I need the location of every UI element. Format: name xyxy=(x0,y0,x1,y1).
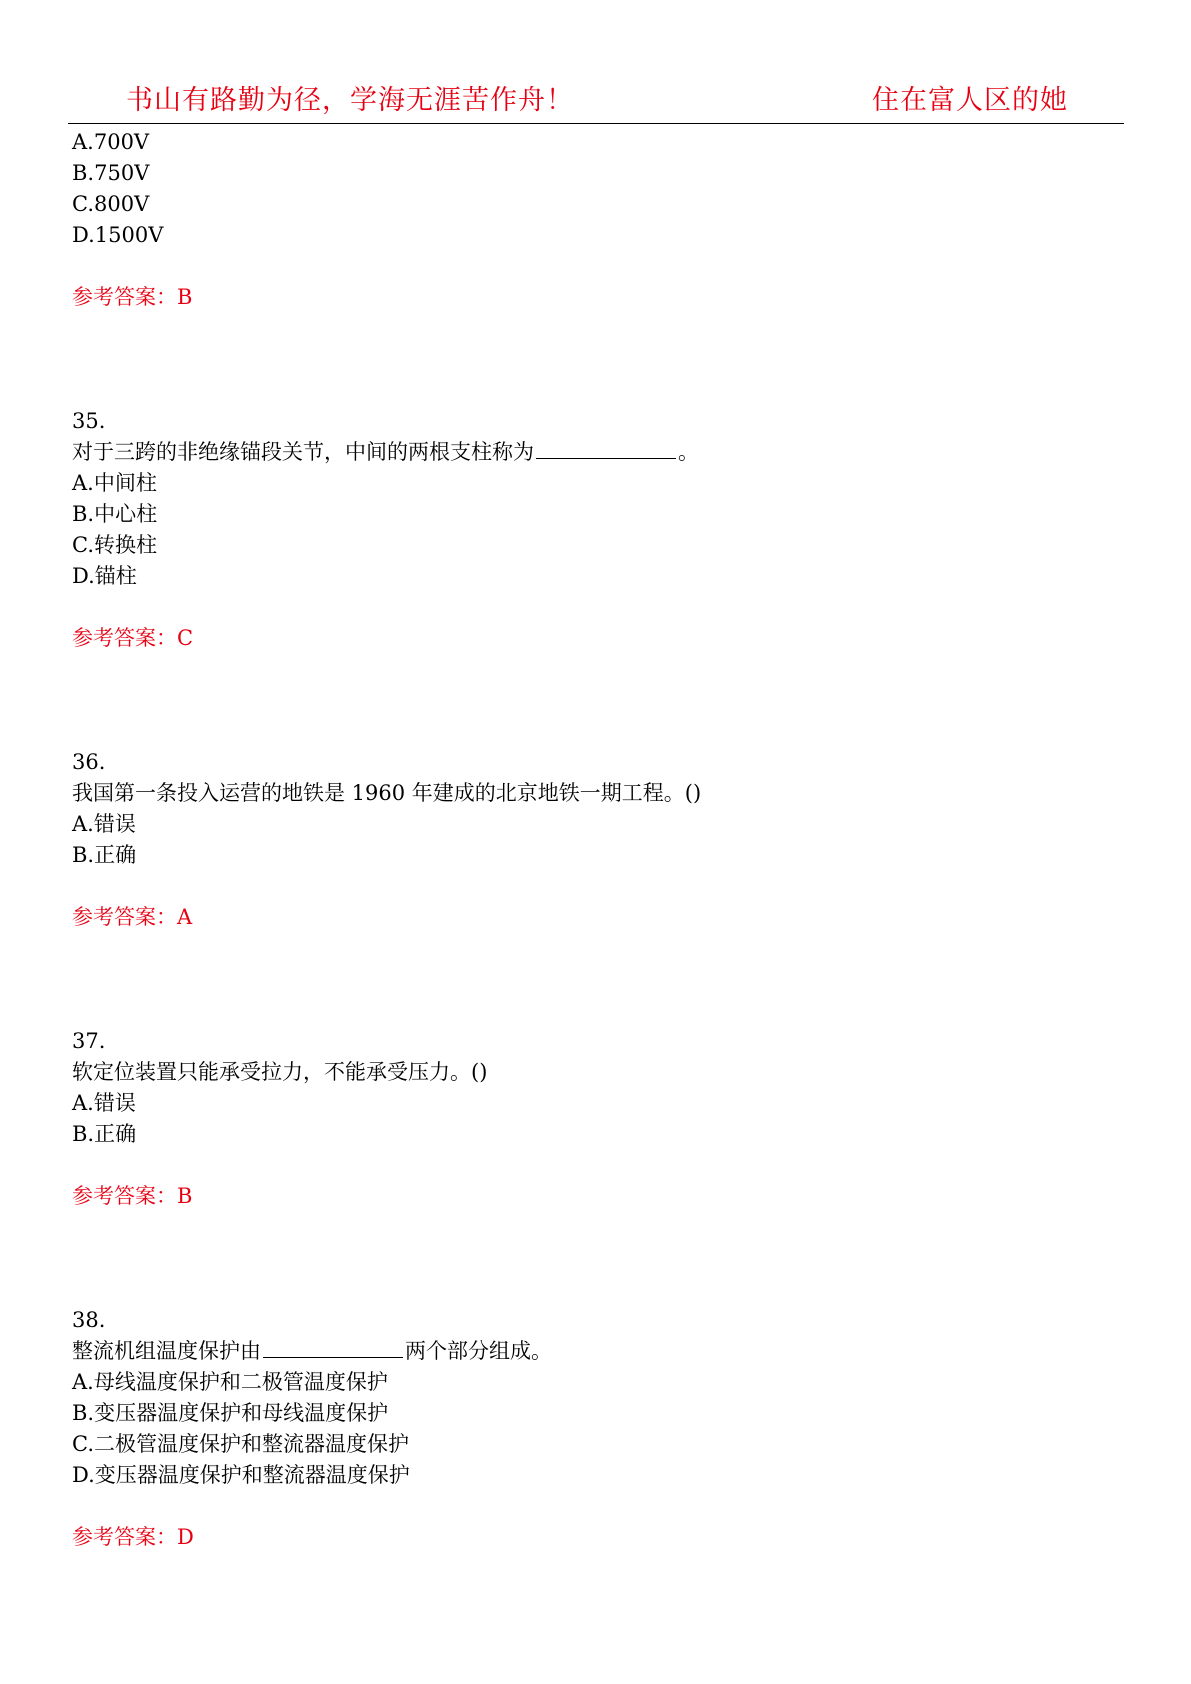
option-b: B.正确 xyxy=(72,1122,137,1146)
option-b: B.正确 xyxy=(72,843,137,867)
option-c: C.转换柱 xyxy=(72,533,157,557)
reference-answer: 参考答案：B xyxy=(72,285,193,309)
stem-text-before: 对于三跨的非绝缘锚段关节，中间的两根支柱称为 xyxy=(72,440,534,464)
answer-blank xyxy=(536,438,676,459)
option-c: C.800V xyxy=(72,192,150,216)
question-number: 38. xyxy=(72,1308,106,1332)
question-list xyxy=(72,127,1132,1553)
question-38 xyxy=(72,1305,1132,1553)
option-b: B.750V xyxy=(72,161,150,185)
stem-text-after: 。 xyxy=(678,440,699,464)
question-stem: 我国第一条投入运营的地铁是 1960 年建成的北京地铁一期工程。() xyxy=(72,781,702,805)
reference-answer: 参考答案：C xyxy=(72,626,194,650)
option-a: A.错误 xyxy=(72,1091,136,1115)
header-motto: 书山有路勤为径，学海无涯苦作舟！ xyxy=(126,85,574,116)
reference-answer: 参考答案：D xyxy=(72,1525,194,1549)
question-stem: 软定位装置只能承受拉力，不能承受压力。() xyxy=(72,1060,488,1084)
option-a: A.中间柱 xyxy=(72,471,157,495)
option-b: B.变压器温度保护和母线温度保护 xyxy=(72,1401,389,1425)
header-author: 住在富人区的她 xyxy=(872,85,1068,116)
answer-blank xyxy=(263,1337,403,1358)
option-a: A.错误 xyxy=(72,812,136,836)
question-number: 36. xyxy=(72,750,106,774)
option-d: D.锚柱 xyxy=(72,564,137,588)
reference-answer: 参考答案：B xyxy=(72,1184,193,1208)
option-b: B.中心柱 xyxy=(72,502,158,526)
option-a: A.母线温度保护和二极管温度保护 xyxy=(72,1370,388,1394)
option-d: D.变压器温度保护和整流器温度保护 xyxy=(72,1463,410,1487)
option-d: D.1500V xyxy=(72,223,164,247)
question-number: 35. xyxy=(72,409,106,433)
question-stem xyxy=(72,1336,1132,1367)
option-c: C.二极管温度保护和整流器温度保护 xyxy=(72,1432,409,1456)
reference-answer: 参考答案：A xyxy=(72,905,193,929)
page-header xyxy=(0,0,1191,130)
question-36 xyxy=(72,747,1132,933)
option-a: A.700V xyxy=(72,130,150,154)
question-number: 37. xyxy=(72,1029,106,1053)
question-35 xyxy=(72,406,1132,654)
header-divider xyxy=(68,123,1124,124)
question-37 xyxy=(72,1026,1132,1212)
stem-text-before: 整流机组温度保护由 xyxy=(72,1339,261,1363)
question-stem xyxy=(72,437,1132,468)
question-34 xyxy=(72,127,1132,313)
stem-text-after: 两个部分组成。 xyxy=(405,1339,552,1363)
